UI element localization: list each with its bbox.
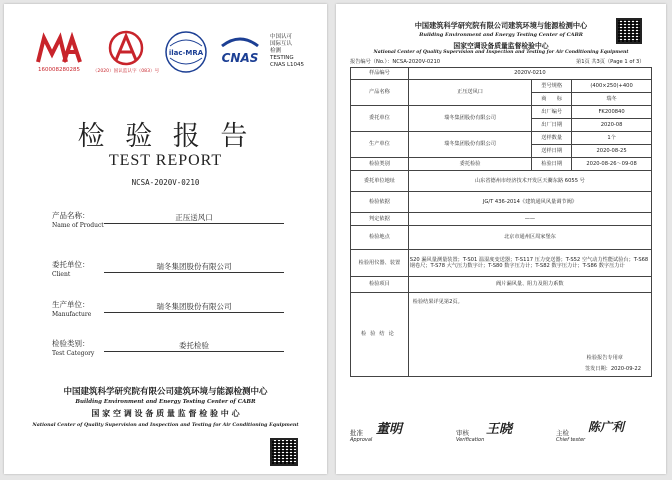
stamp-text: 检验报告专用章 — [586, 354, 623, 361]
verify-signature: 王晓 — [486, 422, 513, 437]
table-row — [351, 171, 652, 192]
field-value: 正压送风口 — [104, 212, 284, 224]
equip-label: 检验用仪器、装置 — [351, 250, 409, 277]
serial-value: FK200840 — [572, 106, 652, 119]
qr-code-icon — [616, 18, 642, 44]
ilac-mra-logo — [164, 30, 208, 74]
footer-center-cn: 国 家 空 调 设 备 质 量 监 督 检 验 中 心 — [91, 409, 240, 418]
table-row — [351, 106, 652, 119]
qty-value: 1个 — [572, 132, 652, 145]
header-center-cn: 国家空调设备质量监督检验中心 — [453, 42, 549, 50]
place-value: 北京市通州区周家堡东 — [408, 226, 651, 250]
header-center-en: National Center of Quality Supervision and Inspection and Testing for Air Conditioning Equipment — [373, 50, 629, 55]
result-table — [350, 67, 652, 377]
date-value: 2020-08 — [572, 119, 652, 132]
header-report-number: 报告编号（No.）：NCSA-2020V-0210 — [350, 59, 441, 65]
table-row — [351, 132, 652, 145]
qty-label: 送样数量 — [532, 132, 572, 145]
location-label: 委托单位地址 — [351, 171, 409, 192]
category-label: 检验类别 — [351, 158, 409, 171]
client-value: 瑞冬集团股份有限公司 — [408, 106, 531, 132]
header-org-cn: 中国建筑科学研究院有限公司建筑环境与能源检测中心 — [414, 21, 588, 30]
qr-code-icon — [270, 438, 298, 466]
cma-logo — [34, 32, 84, 78]
svg-text:CNAS: CNAS — [221, 51, 259, 65]
field-label-en: Manufacture — [52, 311, 92, 318]
table-row — [351, 250, 652, 277]
approval-signature: 董明 — [376, 422, 403, 437]
report-title-en: TEST REPORT — [108, 152, 223, 169]
signature-row — [350, 418, 652, 448]
issue-date: 签发日期：2020-09-22 — [584, 365, 641, 372]
footer-org-en: Building Environment and Energy Testing Center of CABR — [75, 399, 256, 405]
place-label: 检验地点 — [351, 226, 409, 250]
brand-value: 瑞冬 — [572, 93, 652, 106]
product-label: 产品名称 — [351, 80, 409, 106]
cal-logo — [92, 30, 160, 80]
conclusion-value: 检验结果详见第2页。 — [412, 299, 463, 305]
judge-label: 判定依据 — [351, 213, 409, 226]
report-number: NCSA-2020V-0210 — [131, 178, 200, 187]
equip-value: S20 漏风量测量装置；T-S01 温湿度变送器；T-S117 压力变送器；T-S52 空气动力性能试验台；T-S68 钢卷尺；T-S78 大气压力数字计；T-S80 数字压力计；T-S82 数字压力计；T-S86 数字压力计 — [408, 250, 651, 277]
chief-label: 主检 — [556, 429, 569, 437]
verify-label: 审核 — [456, 429, 469, 437]
brand-label: 商 标 — [532, 93, 572, 106]
test-date-value: 2020-08-26～09-08 — [572, 158, 652, 171]
field-label-en: Client — [52, 271, 71, 278]
conclusion-label: 检验结论 — [351, 293, 409, 377]
table-row — [351, 226, 652, 250]
basis-value: JG/T 436-2014《建筑通风风量调节阀》 — [408, 192, 651, 213]
chief-signature: 陈广利 — [588, 420, 625, 434]
field-value: 瑞冬集团股份有限公司 — [104, 301, 284, 313]
cal-number: （2020）国认监认字（083）号 — [92, 69, 160, 74]
table-row — [351, 68, 652, 80]
field-label-cn: 委托单位： — [52, 260, 90, 269]
table-row — [351, 277, 652, 293]
header-page-info: 第1页 共3页（Page 1 of 3） — [576, 59, 645, 65]
model-value: (400×250)+400 — [572, 80, 652, 93]
field-value: 瑞冬集团股份有限公司 — [104, 261, 284, 273]
product-value: 正压送风口 — [408, 80, 531, 106]
date-label: 出厂日期 — [532, 119, 572, 132]
field-label-cn: 产品名称： — [52, 211, 90, 220]
table-row — [351, 192, 652, 213]
approval-label-en: Approval — [350, 437, 373, 443]
maker-value: 瑞冬集团股份有限公司 — [408, 132, 531, 158]
maker-label: 生产单位 — [351, 132, 409, 158]
footer-org-cn: 中国建筑科学研究院有限公司建筑环境与能源检测中心 — [63, 387, 268, 397]
table-row — [351, 213, 652, 226]
report-summary-page — [336, 4, 666, 474]
location-value: 山东省德州市经济技术开发区天衢东路 6055 号 — [408, 171, 651, 192]
judge-value: —— — [408, 213, 651, 226]
sample-no-label: 样品编号 — [351, 68, 409, 80]
field-label-en: Test Category — [52, 350, 95, 357]
category-value: 委托检验 — [408, 158, 531, 171]
client-label: 委托单位 — [351, 106, 409, 132]
cnas-accreditation-text: 中国认可 国际互认 检测 TESTING CNAS L1045 — [270, 34, 305, 68]
field-label-cn: 检验类别： — [52, 339, 90, 348]
items-value: 阀片漏风量、阻力及阻力系数 — [408, 277, 651, 293]
field-value: 委托检验 — [104, 340, 284, 352]
footer-center-en: National Center of Quality Supervision and Inspection and Testing for Air Conditioning Equipment — [32, 422, 299, 428]
chief-label-en: Chief tester — [556, 437, 586, 443]
send-date-value: 2020-08-25 — [572, 145, 652, 158]
table-row — [351, 80, 652, 93]
sample-no: 2020V-0210 — [408, 68, 651, 80]
approval-label: 批准 — [350, 429, 363, 437]
serial-label: 出厂编号 — [532, 106, 572, 119]
test-date-label: 检验日期 — [532, 158, 572, 171]
table-row — [351, 158, 652, 171]
svg-text:ilac-MRA: ilac-MRA — [168, 49, 204, 57]
header-org-en: Building Environment and Energy Testing Center of CABR — [419, 32, 583, 38]
send-date-label: 送样日期 — [532, 145, 572, 158]
field-label-cn: 生产单位： — [52, 300, 90, 309]
report-cover-page — [4, 4, 327, 474]
report-title-cn: 检 验 报 告 — [77, 121, 254, 152]
basis-label: 检验依据 — [351, 192, 409, 213]
model-label: 型号规格 — [532, 80, 572, 93]
field-label-en: Name of Product — [52, 222, 104, 229]
cnas-logo — [214, 34, 266, 70]
cma-number: 160008280285 — [38, 67, 80, 73]
items-label: 检验项目 — [351, 277, 409, 293]
table-row — [351, 293, 652, 377]
conclusion-cell — [408, 293, 651, 377]
verify-label-en: Verification — [456, 437, 485, 443]
